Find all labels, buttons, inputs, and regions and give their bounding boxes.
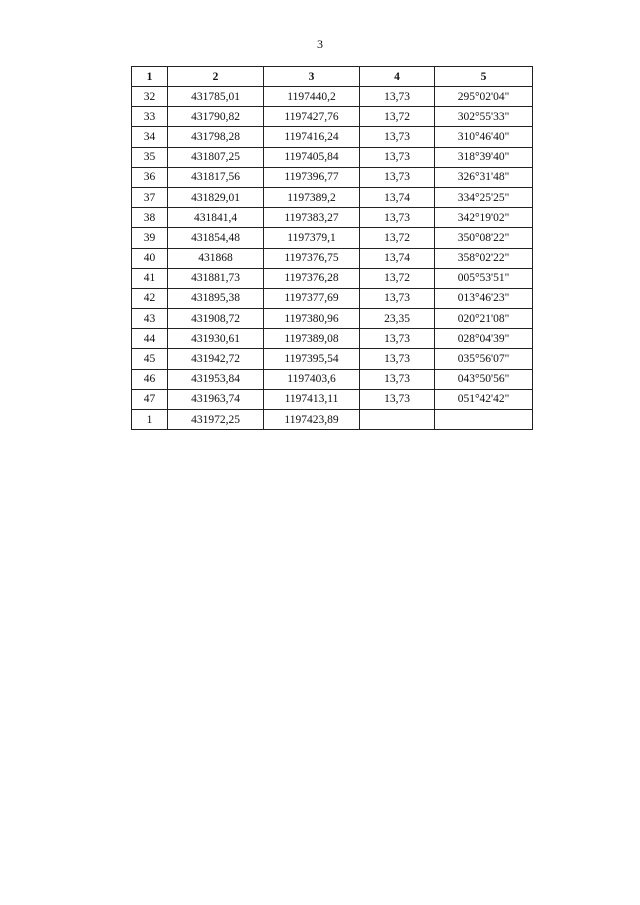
- cell-x: 431953,84: [168, 369, 264, 389]
- cell-point: 37: [132, 187, 168, 207]
- cell-distance: 13,72: [360, 228, 435, 248]
- cell-y: 1197416,24: [264, 127, 360, 147]
- cell-distance: 23,35: [360, 309, 435, 329]
- cell-y: 1197380,96: [264, 309, 360, 329]
- table-row: [132, 369, 533, 389]
- cell-point: 34: [132, 127, 168, 147]
- cell-y: 1197389,08: [264, 329, 360, 349]
- cell-bearing: 295°02'04": [435, 87, 533, 107]
- table-row: [132, 268, 533, 288]
- cell-x: 431895,38: [168, 288, 264, 308]
- cell-distance: 13,73: [360, 167, 435, 187]
- cell-bearing: 020°21'08": [435, 309, 533, 329]
- cell-bearing: 326°31'48": [435, 167, 533, 187]
- table-row: [132, 248, 533, 268]
- table-row: [132, 389, 533, 409]
- header-cell-bearing: 5: [435, 67, 533, 87]
- cell-bearing: 302°55'33": [435, 107, 533, 127]
- cell-distance: 13,73: [360, 389, 435, 409]
- table-row: [132, 288, 533, 308]
- header-cell-y: 3: [264, 67, 360, 87]
- header-cell-point: 1: [132, 67, 168, 87]
- cell-x: 431841,4: [168, 208, 264, 228]
- cell-y: 1197405,84: [264, 147, 360, 167]
- cell-distance: 13,73: [360, 147, 435, 167]
- cell-bearing: 005°53'51": [435, 268, 533, 288]
- cell-point: 1: [132, 410, 168, 430]
- table-row: [132, 87, 533, 107]
- table-row: [132, 167, 533, 187]
- cell-distance: 13,73: [360, 349, 435, 369]
- cell-y: 1197383,27: [264, 208, 360, 228]
- cell-y: 1197403,6: [264, 369, 360, 389]
- cell-x: 431881,73: [168, 268, 264, 288]
- cell-x: 431930,61: [168, 329, 264, 349]
- cell-point: 36: [132, 167, 168, 187]
- coordinates-table-container: [131, 66, 533, 430]
- cell-bearing: 043°50'56": [435, 369, 533, 389]
- cell-bearing: 342°19'02": [435, 208, 533, 228]
- cell-y: 1197440,2: [264, 87, 360, 107]
- cell-y: 1197396,77: [264, 167, 360, 187]
- cell-y: 1197376,28: [264, 268, 360, 288]
- table-row: [132, 147, 533, 167]
- cell-x: 431790,82: [168, 107, 264, 127]
- table-row: [132, 208, 533, 228]
- cell-point: 46: [132, 369, 168, 389]
- table-body: [132, 87, 533, 430]
- table-row: [132, 107, 533, 127]
- cell-point: 33: [132, 107, 168, 127]
- cell-x: 431829,01: [168, 187, 264, 207]
- cell-bearing: 013°46'23": [435, 288, 533, 308]
- cell-distance: 13,73: [360, 127, 435, 147]
- cell-point: 41: [132, 268, 168, 288]
- cell-point: 38: [132, 208, 168, 228]
- cell-point: 44: [132, 329, 168, 349]
- cell-point: 40: [132, 248, 168, 268]
- cell-point: 39: [132, 228, 168, 248]
- cell-bearing: 334°25'25": [435, 187, 533, 207]
- cell-bearing: 358°02'22": [435, 248, 533, 268]
- cell-x: 431817,56: [168, 167, 264, 187]
- cell-x: 431942,72: [168, 349, 264, 369]
- header-cell-x: 2: [168, 67, 264, 87]
- cell-distance: 13,73: [360, 87, 435, 107]
- cell-bearing: 350°08'22": [435, 228, 533, 248]
- cell-x: 431785,01: [168, 87, 264, 107]
- table-row: [132, 349, 533, 369]
- cell-bearing: 051°42'42": [435, 389, 533, 409]
- header-cell-distance: 4: [360, 67, 435, 87]
- cell-y: 1197376,75: [264, 248, 360, 268]
- cell-point: 35: [132, 147, 168, 167]
- cell-point: 32: [132, 87, 168, 107]
- cell-y: 1197427,76: [264, 107, 360, 127]
- cell-bearing: 028°04'39": [435, 329, 533, 349]
- cell-point: 43: [132, 309, 168, 329]
- table-row: [132, 329, 533, 349]
- cell-y: 1197389,2: [264, 187, 360, 207]
- cell-point: 45: [132, 349, 168, 369]
- cell-distance: [360, 410, 435, 430]
- cell-distance: 13,73: [360, 288, 435, 308]
- cell-y: 1197395,54: [264, 349, 360, 369]
- cell-distance: 13,74: [360, 187, 435, 207]
- table-row: [132, 127, 533, 147]
- cell-x: 431972,25: [168, 410, 264, 430]
- cell-distance: 13,73: [360, 369, 435, 389]
- cell-distance: 13,73: [360, 329, 435, 349]
- cell-distance: 13,72: [360, 268, 435, 288]
- cell-x: 431908,72: [168, 309, 264, 329]
- table-row: [132, 187, 533, 207]
- cell-point: 42: [132, 288, 168, 308]
- header-row: [132, 67, 533, 87]
- coordinates-table: [131, 66, 533, 430]
- cell-distance: 13,73: [360, 208, 435, 228]
- cell-distance: 13,74: [360, 248, 435, 268]
- cell-x: 431807,25: [168, 147, 264, 167]
- cell-y: 1197423,89: [264, 410, 360, 430]
- cell-y: 1197413,11: [264, 389, 360, 409]
- cell-x: 431868: [168, 248, 264, 268]
- cell-x: 431963,74: [168, 389, 264, 409]
- page-number: 3: [317, 37, 323, 51]
- cell-x: 431854,48: [168, 228, 264, 248]
- table-row: [132, 228, 533, 248]
- cell-bearing: 310°46'40": [435, 127, 533, 147]
- cell-bearing: 035°56'07": [435, 349, 533, 369]
- cell-y: 1197379,1: [264, 228, 360, 248]
- cell-bearing: [435, 410, 533, 430]
- cell-distance: 13,72: [360, 107, 435, 127]
- table-row: [132, 309, 533, 329]
- cell-point: 47: [132, 389, 168, 409]
- table-row: [132, 410, 533, 430]
- cell-bearing: 318°39'40": [435, 147, 533, 167]
- cell-y: 1197377,69: [264, 288, 360, 308]
- table-header: [132, 67, 533, 87]
- cell-x: 431798,28: [168, 127, 264, 147]
